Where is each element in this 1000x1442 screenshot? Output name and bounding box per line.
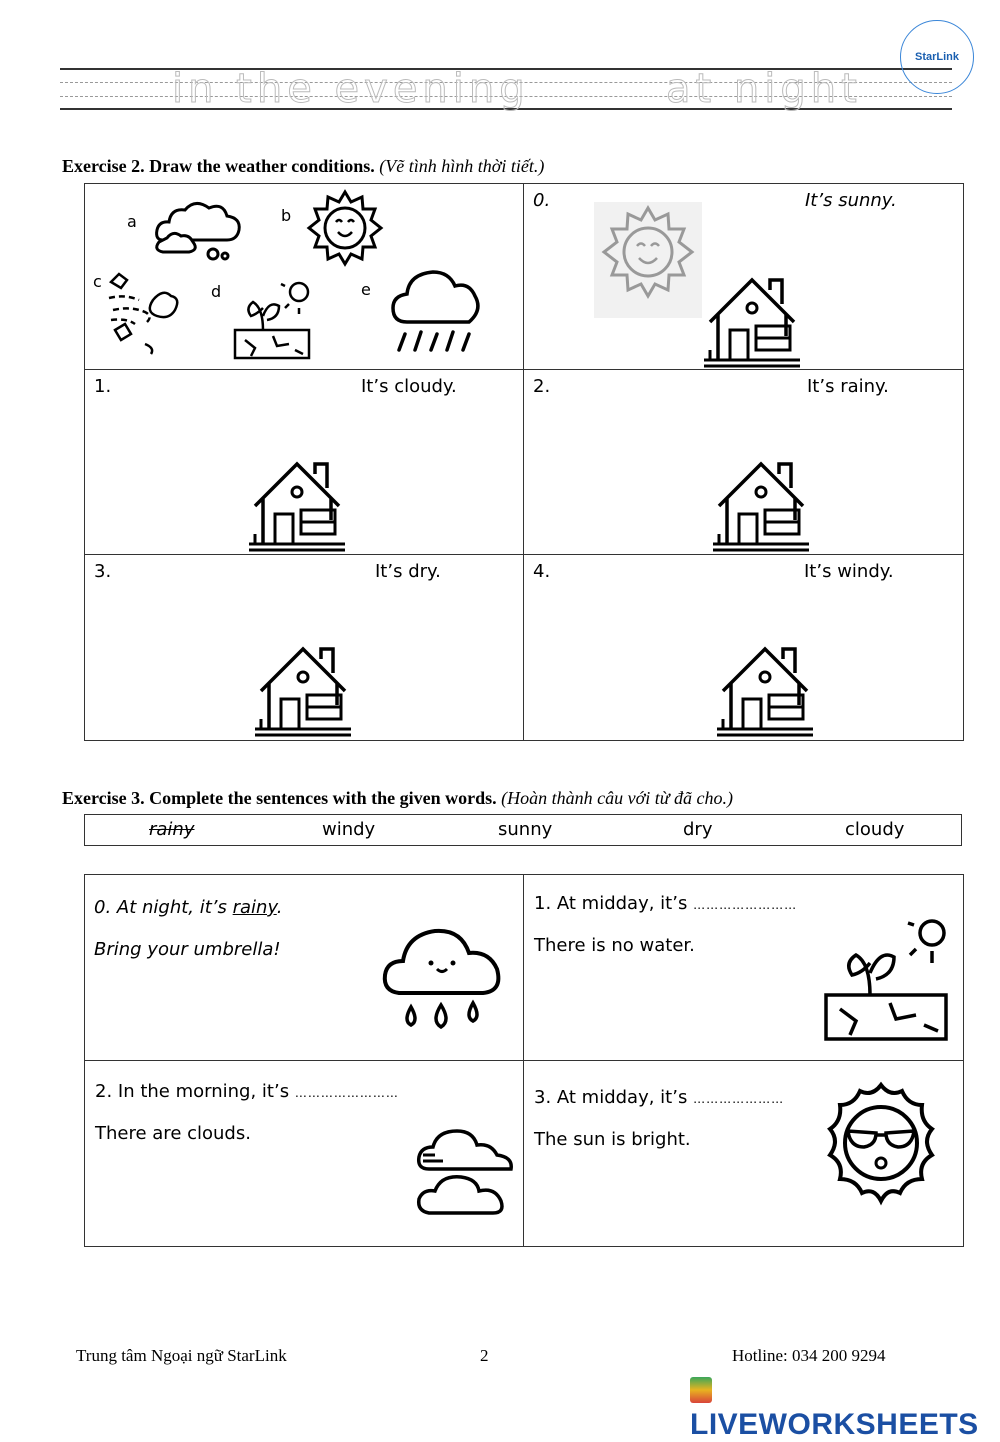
cell-number: 0. (533, 190, 551, 211)
house-icon (717, 645, 813, 737)
sentence-line-2: There is no water. (534, 935, 695, 956)
wind-leaves-icon (105, 270, 185, 356)
word-bank-item: sunny (498, 819, 553, 840)
sentence-line: 0. At night, it’s rainy. (94, 897, 283, 918)
draw-cell-2[interactable] (524, 370, 964, 555)
legend-letter-e: e (361, 280, 371, 299)
draw-cell-1[interactable] (85, 370, 524, 555)
rain-cloud-icon (389, 264, 483, 360)
house-icon (249, 460, 345, 552)
sentence-line-2: The sun is bright. (534, 1129, 691, 1150)
sun-icon (305, 188, 385, 268)
exercise3-grid (84, 874, 964, 1247)
cell-caption: It’s dry. (375, 561, 441, 582)
sentence-line: 1. At midday, it’s …………………… (534, 893, 798, 914)
starlink-logo: StarLink (900, 20, 974, 94)
sentence-cell-0 (85, 875, 524, 1061)
word-bank-item: windy (322, 819, 376, 840)
exercise2-title: Exercise 2. Draw the weather conditions. (Vẽ tình hình thời tiết.) (62, 156, 545, 176)
example-answer: rainy (232, 897, 277, 918)
word-bank-item: cloudy (845, 819, 905, 840)
dry-plant-icon (820, 915, 952, 1045)
sentence-line: 3. At midday, it’s ………………… (534, 1087, 785, 1108)
word-bank-item: dry (683, 819, 713, 840)
tracing-lines (60, 68, 952, 110)
legend-cell (85, 184, 524, 370)
sun-icon-grey (594, 202, 702, 318)
cell-caption: It’s rainy. (807, 376, 889, 397)
answer-blank[interactable]: …………………… (294, 1086, 399, 1100)
legend-letter-c: c (93, 272, 102, 291)
cell-number: 1. (94, 376, 112, 397)
word-bank (84, 814, 962, 846)
example-cell-0 (524, 184, 964, 370)
cell-caption: It’s windy. (804, 561, 894, 582)
draw-cell-4[interactable] (524, 555, 964, 741)
legend-letter-b: b (281, 206, 292, 225)
sentence-cell-2 (85, 1061, 524, 1247)
sentence-line-2: Bring your umbrella! (94, 939, 281, 960)
trace-word-evening: in the evening (172, 66, 530, 112)
cell-caption: It’s sunny. (805, 190, 897, 211)
exercise3-title: Exercise 3. Complete the sentences with the given words. (Hoàn thành câu với từ đã cho.) (62, 788, 733, 808)
house-icon (713, 460, 809, 552)
cell-caption: It’s cloudy. (361, 376, 457, 397)
sentence-line: 2. In the morning, it’s …………………… (95, 1081, 399, 1102)
cloud-icon (153, 190, 245, 262)
page-number: 2 (480, 1346, 489, 1365)
footer-hotline: Hotline: 034 200 9294 (732, 1346, 886, 1365)
footer-center-name: Trung tâm Ngoại ngữ StarLink (76, 1346, 287, 1365)
cell-number: 2. (533, 376, 551, 397)
dry-plant-icon (229, 278, 315, 362)
sentence-cell-3 (524, 1061, 964, 1247)
rain-cloud-face-icon (381, 921, 505, 1039)
cell-number: 4. (533, 561, 551, 582)
legend-letter-d: d (211, 282, 222, 301)
sentence-line-2: There are clouds. (95, 1123, 251, 1144)
liveworksheets-watermark: LIVEWORKSHEETS (690, 1374, 1000, 1442)
draw-cell-3[interactable] (85, 555, 524, 741)
answer-blank[interactable]: ………………… (693, 1092, 785, 1106)
legend-letter-a: a (127, 212, 137, 231)
trace-word-night: at night (666, 66, 862, 112)
sun-sunglasses-icon (810, 1079, 952, 1223)
liveworksheets-logo-icon (690, 1377, 712, 1403)
cell-number: 3. (94, 561, 112, 582)
word-bank-item: rainy (149, 819, 195, 840)
answer-blank[interactable]: …………………… (693, 898, 798, 912)
clouds-icon (415, 1125, 519, 1223)
sentence-cell-1 (524, 875, 964, 1061)
house-icon (704, 276, 800, 368)
house-icon (255, 645, 351, 737)
exercise2-grid (84, 183, 964, 741)
